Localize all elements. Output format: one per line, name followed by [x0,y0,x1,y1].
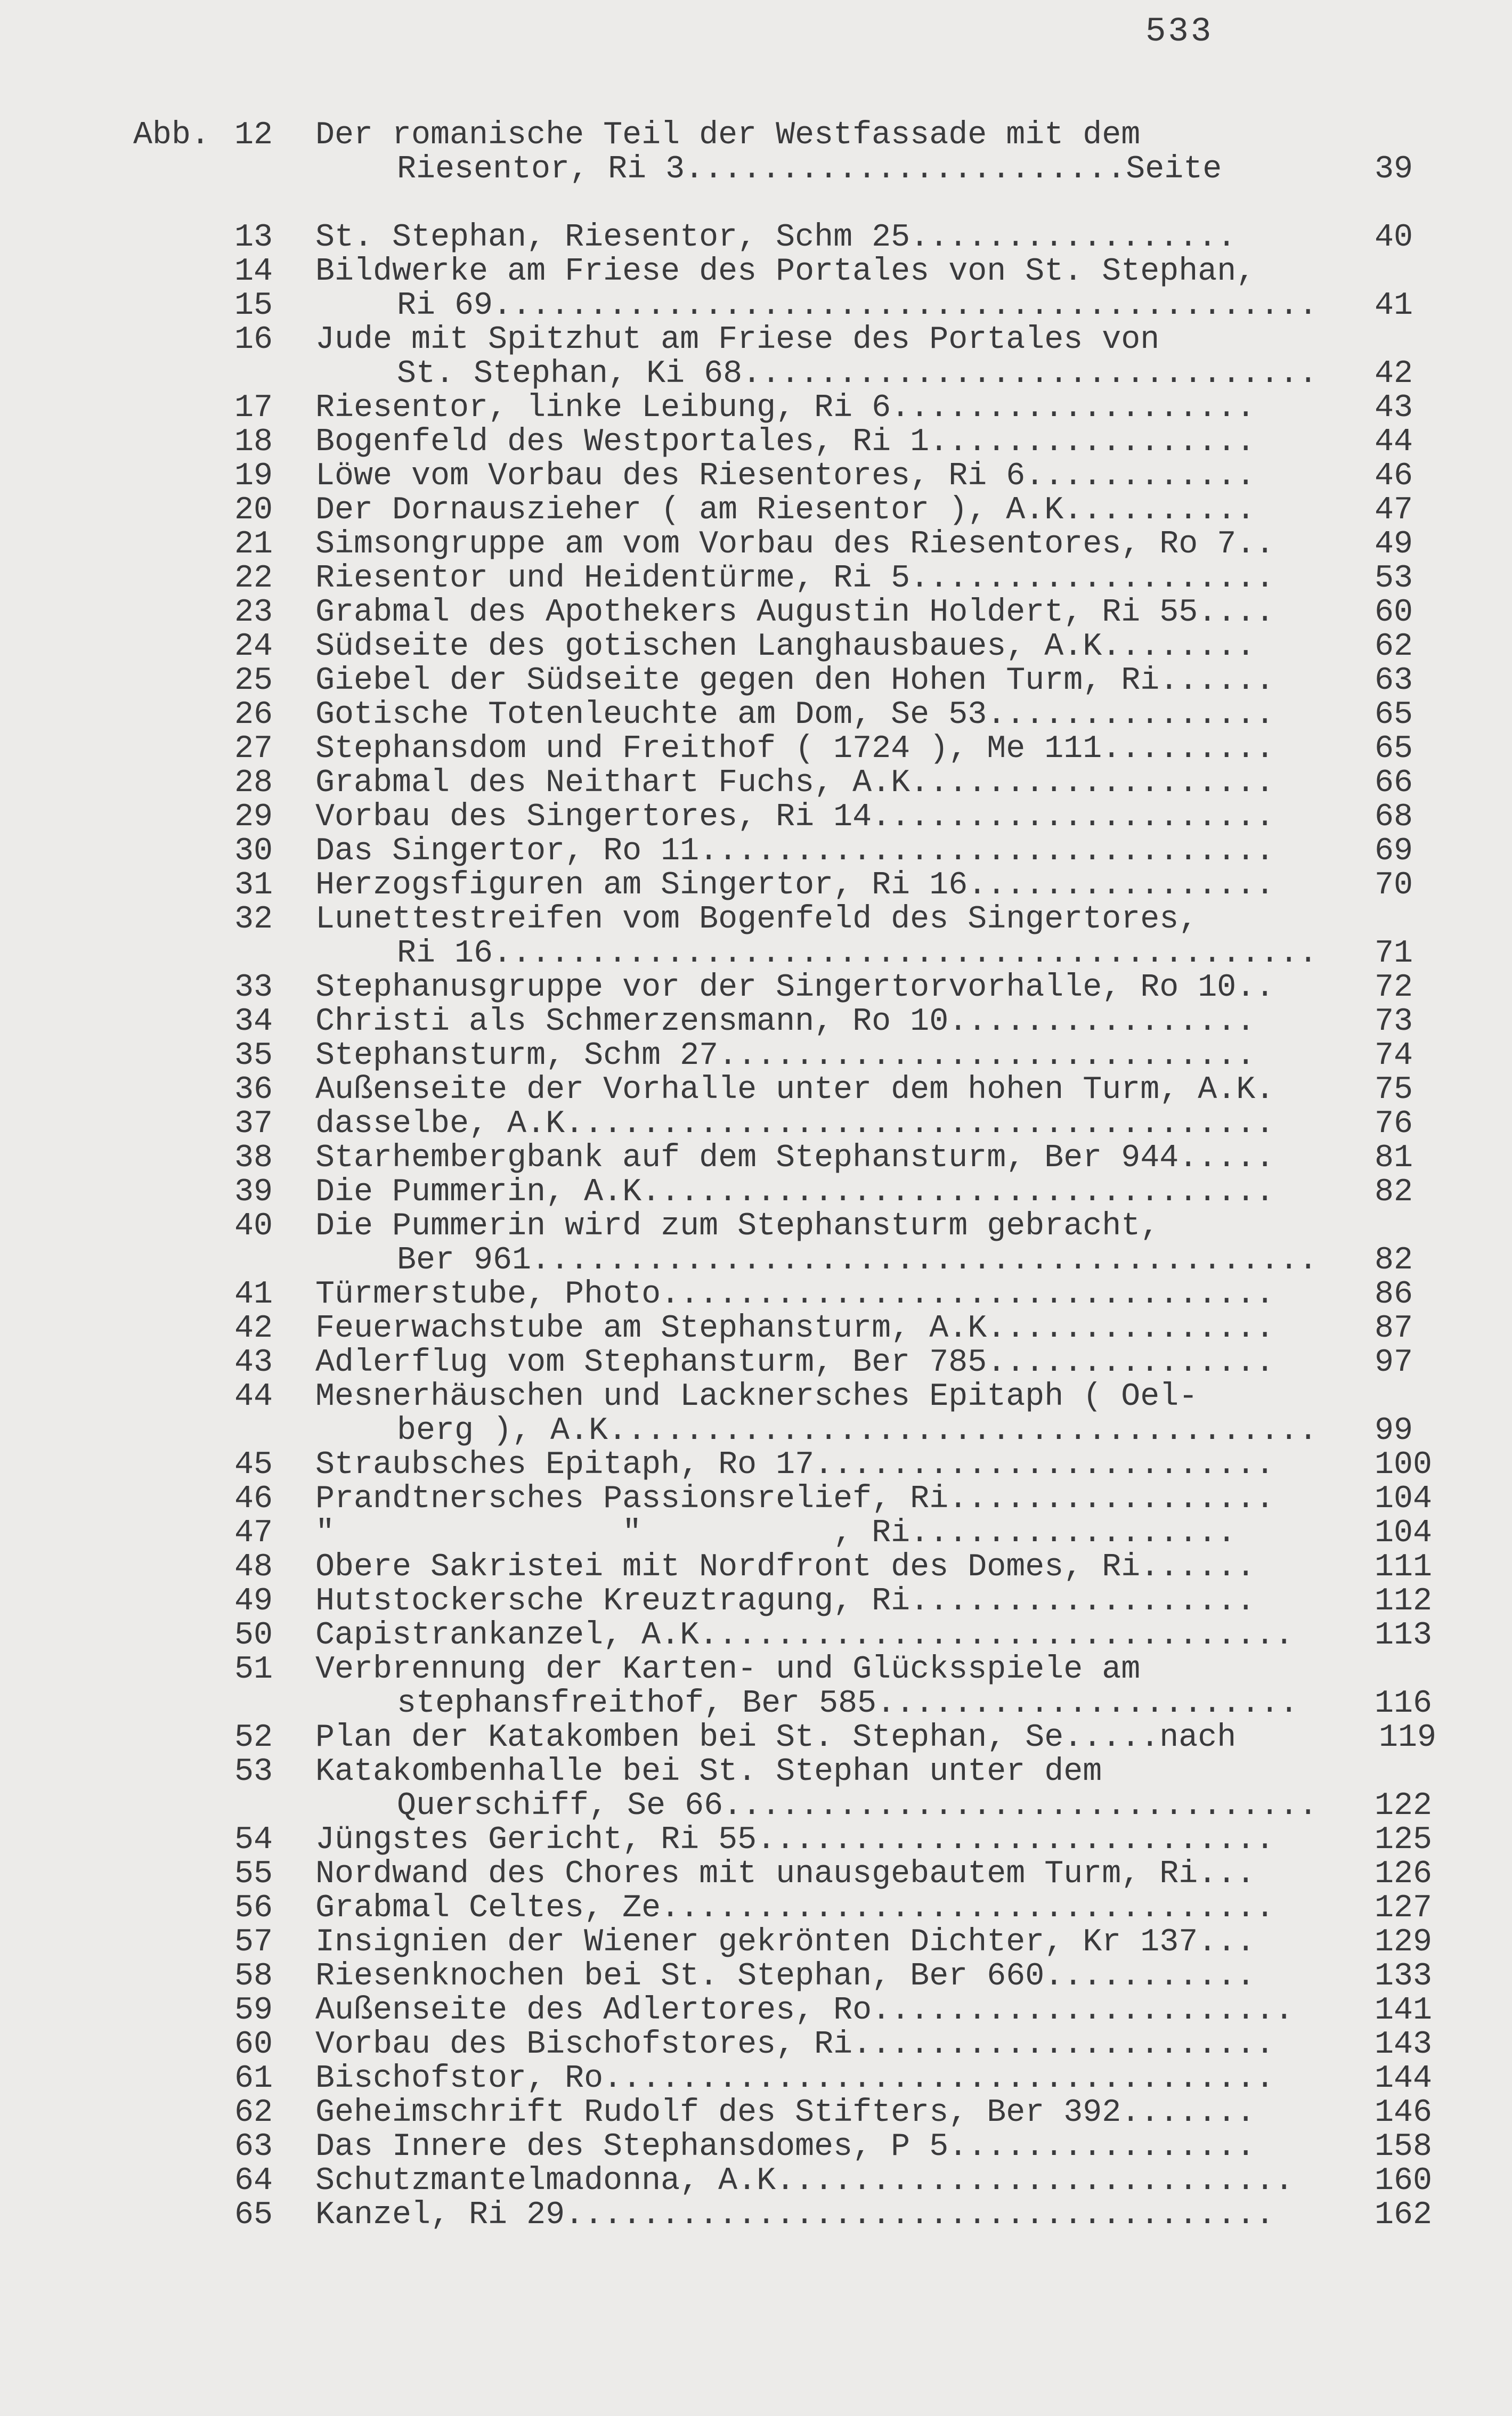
figure-title: Schutzmantelmadonna, A.K........................... [315,2163,1294,2199]
figure-title: Löwe vom Vorbau des Riesentores, Ri 6............ [315,458,1256,494]
page-reference: 122 [1375,1788,1433,1824]
page-reference: 146 [1375,2095,1433,2131]
list-row [0,1618,1512,1653]
figure-number: 42 [234,1311,273,1347]
list-row [0,732,1512,766]
figure-title: Jude mit Spitzhut am Friese des Portales von [315,322,1160,358]
list-row [0,221,1512,255]
page-reference: 49 [1375,526,1413,563]
figure-number: 60 [234,2027,273,2063]
page-reference: 46 [1375,458,1413,494]
list-row [0,1550,1512,1584]
page-reference: 60 [1375,595,1413,631]
page-reference: 43 [1375,390,1413,426]
list-row [0,1823,1512,1857]
figure-title: Gotische Totenleuchte am Dom, Se 53............... [315,697,1275,733]
figure-number: 64 [234,2163,273,2199]
page-reference: 158 [1375,2129,1433,2165]
figure-title: Capistrankanzel, A.K............................... [315,1617,1294,1654]
list-row [0,493,1512,527]
page-reference: 62 [1375,629,1413,665]
figure-number: 25 [234,663,273,699]
figure-number: 37 [234,1106,273,1142]
figure-number: 56 [234,1890,273,1926]
figure-title: Ri 16........................................... [397,936,1318,972]
figure-title: Die Pummerin wird zum Stephansturm gebracht, [315,1208,1160,1244]
figure-title: Feuerwachstube am Stephansturm, A.K............... [315,1311,1275,1347]
figure-title: Bischofstor, Ro................................... [315,2061,1275,2097]
list-row [0,1687,1512,1721]
list-row [0,1039,1512,1073]
figure-title: Ber 961......................................... [397,1242,1318,1279]
figure-title: Herzogsfiguren am Singertor, Ri 16................ [315,867,1275,904]
figure-number: 45 [234,1447,273,1483]
page-reference: 141 [1375,1992,1433,2029]
figure-number: 27 [234,731,273,767]
page-reference: 87 [1375,1311,1413,1347]
figure-number: 36 [234,1072,273,1108]
figure-title: Stephanusgruppe vor der Singertorvorhalle, Ro 10.. [315,970,1275,1006]
list-row [0,323,1512,357]
page-reference: 70 [1375,867,1413,904]
figure-title: Der Dornauszieher ( am Riesentor ), A.K.......... [315,492,1256,528]
figure-title: berg ), A.K..................................... [397,1413,1318,1449]
page-reference: 69 [1375,833,1413,869]
figure-number: 20 [234,492,273,528]
figure-title: Stephansturm, Schm 27............................ [315,1038,1256,1074]
list-row [0,2164,1512,2198]
list-row [0,1448,1512,1482]
figure-number: 26 [234,697,273,733]
list-row [0,1891,1512,1925]
page-reference: 66 [1375,765,1413,801]
page-reference: 160 [1375,2163,1433,2199]
page-reference: 127 [1375,1890,1433,1926]
page-reference: 41 [1375,288,1413,324]
list-row [0,2130,1512,2164]
page-reference: 143 [1375,2027,1433,2063]
list-row [0,1584,1512,1618]
figure-number: 35 [234,1038,273,1074]
figure-number: 53 [234,1754,273,1790]
page-number: 533 [1145,13,1214,51]
figure-number: 41 [234,1276,273,1313]
figure-number: 50 [234,1617,273,1654]
list-row [0,1073,1512,1107]
figure-number: 19 [234,458,273,494]
figure-title: Querschiff, Se 66............................... [397,1788,1318,1824]
entry-gap [0,186,1512,221]
page-reference: 113 [1375,1617,1433,1654]
figure-title: Prandtnersches Passionsrelief, Ri................. [315,1481,1275,1517]
list-row [0,1005,1512,1039]
page-reference: 104 [1375,1515,1433,1551]
list-row [0,289,1512,323]
figure-number: 29 [234,799,273,835]
list-row [0,698,1512,732]
list-row [0,1175,1512,1209]
list-row [0,1925,1512,1959]
figure-number: 48 [234,1549,273,1585]
figure-title: Südseite des gotischen Langhausbaues, A.K........ [315,629,1256,665]
page-reference: 71 [1375,936,1413,972]
page-reference: 76 [1375,1106,1413,1142]
figure-title: Plan der Katakomben bei St. Stephan, Se.....nach [315,1720,1237,1756]
figure-title: St. Stephan, Riesentor, Schm 25................. [315,219,1237,256]
page-reference: 65 [1375,731,1413,767]
figure-number: 49 [234,1583,273,1620]
list-row [0,459,1512,493]
list-row [0,1243,1512,1278]
figure-label: Abb. [133,117,210,153]
figure-title: Starhembergbank auf dem Stephansturm, Ber 944..... [315,1140,1275,1176]
list-row [0,1653,1512,1687]
list-row [0,118,1512,152]
figure-title: stephansfreithof, Ber 585...................... [397,1686,1299,1722]
figure-title: Obere Sakristei mit Nordfront des Domes, Ri...... [315,1549,1256,1585]
page-reference: 126 [1375,1856,1433,1892]
figure-number: 13 [234,219,273,256]
page-reference: 65 [1375,697,1413,733]
figure-title: Außenseite des Adlertores, Ro...................... [315,1992,1294,2029]
list-row [0,1346,1512,1380]
page-reference: 40 [1375,219,1413,256]
figure-title: Giebel der Südseite gegen den Hohen Turm, Ri...... [315,663,1275,699]
figure-number: 30 [234,833,273,869]
page-reference: 81 [1375,1140,1413,1176]
figure-number: 15 [234,288,273,324]
figure-title: Riesentor und Heidentürme, Ri 5................... [315,560,1275,597]
page-reference: 82 [1375,1242,1413,1279]
page-reference: 75 [1375,1072,1413,1108]
figure-title: Nordwand des Chores mit unausgebautem Turm, Ri... [315,1856,1256,1892]
figure-title: Insignien der Wiener gekrönten Dichter, Kr 137... [315,1924,1256,1961]
figure-number: 24 [234,629,273,665]
list-row [0,1994,1512,2028]
page-reference: 144 [1375,2061,1433,2097]
figure-number: 43 [234,1345,273,1381]
page-reference: 97 [1375,1345,1413,1381]
figure-title: Das Singertor, Ro 11.............................. [315,833,1275,869]
figure-number: 40 [234,1208,273,1244]
page-reference: 63 [1375,663,1413,699]
page-reference: 42 [1375,356,1413,392]
figure-number: 17 [234,390,273,426]
figure-number: 21 [234,526,273,563]
figure-number: 12 [234,117,273,153]
page-reference: 99 [1375,1413,1413,1449]
figure-number: 14 [234,254,273,290]
figure-number: 47 [234,1515,273,1551]
list-row [0,425,1512,459]
figure-title: Grabmal des Neithart Fuchs, A.K................... [315,765,1275,801]
figure-title: Mesnerhäuschen und Lacknersches Epitaph ( Oel- [315,1379,1198,1415]
figure-number: 32 [234,901,273,938]
figure-number: 57 [234,1924,273,1961]
figure-number: 38 [234,1140,273,1176]
figure-number: 23 [234,595,273,631]
figure-title: Jüngstes Gericht, Ri 55........................... [315,1822,1275,1858]
list-row [0,2028,1512,2062]
figure-number: 62 [234,2095,273,2131]
list-row [0,1516,1512,1550]
list-row [0,2198,1512,2232]
figure-list [0,118,1512,2232]
list-row [0,1141,1512,1175]
page-reference: 119 [1379,1720,1437,1756]
figure-title: Adlerflug vom Stephansturm, Ber 785............... [315,1345,1275,1381]
page-reference: 53 [1375,560,1413,597]
page-reference: 72 [1375,970,1413,1006]
figure-title: Verbrennung der Karten- und Glücksspiele am [315,1652,1141,1688]
list-row [0,255,1512,289]
page-reference: 112 [1375,1583,1433,1620]
figure-title: Grabmal des Apothekers Augustin Holdert, Ri 55.... [315,595,1275,631]
list-row [0,1959,1512,1994]
page-reference: 47 [1375,492,1413,528]
page-reference: 74 [1375,1038,1413,1074]
page-reference: 129 [1375,1924,1433,1961]
list-row [0,2096,1512,2130]
figure-number: 54 [234,1822,273,1858]
figure-title: St. Stephan, Ki 68.............................. [397,356,1318,392]
figure-title: Der romanische Teil der Westfassade mit dem [315,117,1141,153]
list-row [0,766,1512,800]
figure-title: Straubsches Epitaph, Ro 17........................ [315,1447,1275,1483]
figure-title: Vorbau des Singertores, Ri 14..................... [315,799,1275,835]
figure-number: 22 [234,560,273,597]
list-row [0,937,1512,971]
figure-title: Türmerstube, Photo................................ [315,1276,1275,1313]
list-row [0,868,1512,902]
figure-title: Geheimschrift Rudolf des Stifters, Ber 392....... [315,2095,1256,2131]
figure-title: dasselbe, A.K..................................... [315,1106,1275,1142]
figure-title: Stephansdom und Freithof ( 1724 ), Me 111......... [315,731,1275,767]
figure-title: Grabmal Celtes, Ze................................ [315,1890,1275,1926]
page-reference: 104 [1375,1481,1433,1517]
figure-number: 52 [234,1720,273,1756]
list-row [0,562,1512,596]
figure-number: 39 [234,1174,273,1210]
page-reference: 133 [1375,1958,1433,1995]
figure-title: Katakombenhalle bei St. Stephan unter dem [315,1754,1102,1790]
list-row [0,971,1512,1005]
figure-number: 34 [234,1004,273,1040]
page-reference: 73 [1375,1004,1413,1040]
figure-number: 58 [234,1958,273,1995]
figure-title: Das Innere des Stephansdomes, P 5................ [315,2129,1256,2165]
list-row [0,1414,1512,1448]
list-row [0,664,1512,698]
figure-number: 18 [234,424,273,460]
figure-title: Bildwerke am Friese des Portales von St. Stephan, [315,254,1256,290]
figure-title: " " , Ri................. [315,1515,1237,1551]
figure-number: 55 [234,1856,273,1892]
list-row [0,902,1512,937]
list-row [0,1721,1512,1755]
list-row [0,1278,1512,1312]
list-row [0,800,1512,834]
figure-title: Lunettestreifen vom Bogenfeld des Singertores, [315,901,1198,938]
page-reference: 44 [1375,424,1413,460]
page-reference: 68 [1375,799,1413,835]
figure-number: 16 [234,322,273,358]
list-row [0,1789,1512,1823]
list-row [0,391,1512,425]
figure-number: 44 [234,1379,273,1415]
list-row [0,630,1512,664]
page-reference: 125 [1375,1822,1433,1858]
figure-number: 63 [234,2129,273,2165]
page-reference: 162 [1375,2197,1433,2233]
list-row [0,1482,1512,1516]
page-reference: 86 [1375,1276,1413,1313]
figure-number: 59 [234,1992,273,2029]
page-reference: 100 [1375,1447,1433,1483]
figure-number: 46 [234,1481,273,1517]
list-row [0,1755,1512,1789]
list-row [0,1857,1512,1891]
figure-number: 33 [234,970,273,1006]
figure-title: Die Pummerin, A.K................................. [315,1174,1275,1210]
figure-title: Außenseite der Vorhalle unter dem hohen Turm, A.K. [315,1072,1275,1108]
figure-title: Riesentor, Ri 3.......................Seite [397,151,1222,188]
list-row [0,596,1512,630]
figure-title: Simsongruppe am vom Vorbau des Riesentores, Ro 7.. [315,526,1275,563]
figure-title: Ri 69........................................... [397,288,1318,324]
list-row [0,1312,1512,1346]
figure-title: Hutstockersche Kreuztragung, Ri.................. [315,1583,1256,1620]
list-row [0,834,1512,868]
figure-title: Kanzel, Ri 29..................................... [315,2197,1275,2233]
page-reference: 39 [1375,151,1413,188]
list-row [0,527,1512,562]
figure-title: Bogenfeld des Westportales, Ri 1................. [315,424,1256,460]
list-row [0,1380,1512,1414]
figure-number: 28 [234,765,273,801]
figure-number: 61 [234,2061,273,2097]
list-row [0,152,1512,186]
list-row [0,1209,1512,1243]
list-row [0,357,1512,391]
figure-title: Vorbau des Bischofstores, Ri...................... [315,2027,1275,2063]
figure-title: Riesenknochen bei St. Stephan, Ber 660........... [315,1958,1256,1995]
list-row [0,1107,1512,1141]
list-row [0,2062,1512,2096]
figure-number: 31 [234,867,273,904]
figure-title: Riesentor, linke Leibung, Ri 6................... [315,390,1256,426]
page-reference: 116 [1375,1686,1433,1722]
figure-number: 65 [234,2197,273,2233]
page-reference: 111 [1375,1549,1433,1585]
figure-title: Christi als Schmerzensmann, Ro 10................ [315,1004,1256,1040]
page-reference: 82 [1375,1174,1413,1210]
figure-number: 51 [234,1652,273,1688]
